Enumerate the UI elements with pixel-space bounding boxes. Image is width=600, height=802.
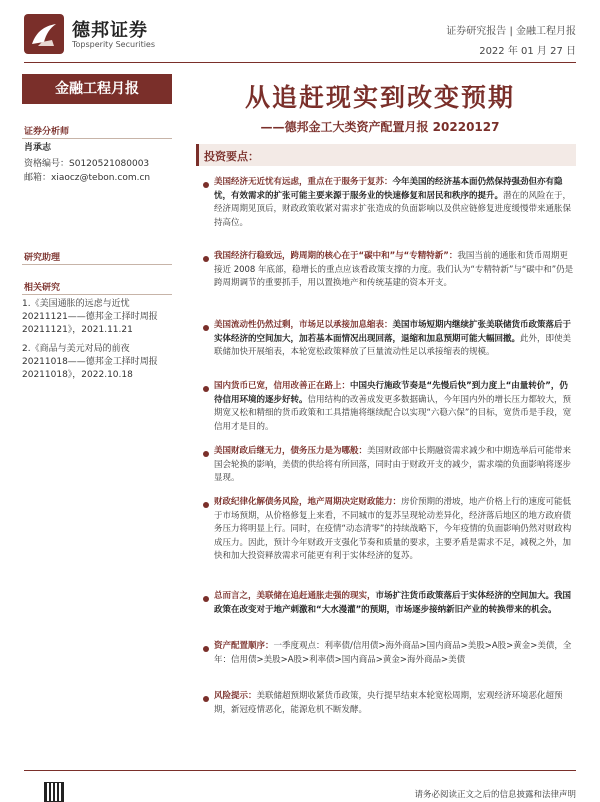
analyst-section-title: 证券分析师 — [24, 127, 70, 137]
bullet-icon — [203, 325, 209, 331]
key-point-paragraph — [214, 640, 576, 667]
analyst-name: 肖承志 — [24, 143, 52, 153]
key-point-heading: 我国经济行稳致远，跨周期的核心在于“碳中和”与“专精特新”： — [214, 251, 458, 261]
report-title: 从追赶现实到改变预期 — [244, 83, 515, 112]
key-point-text: 一季度观点：利率债/信用债>海外商品>国内商品>美股>A股>黄金>美债，全年：信用债>美股>A股>利率债>国内商品>黄金>海外商品>美债 — [214, 641, 572, 665]
key-point-emphasis: 市场扩注货币政策落后于实体经济的空间加大。我国政策在改变对于地产刺激和“大水漫灌”的预期，市场逐步接纳新旧产业的转换带来的机会。 — [214, 591, 572, 615]
related-research-item[interactable]: 2.《商品与美元对局的前夜20211018——德邦金工择时周报20211018》，2022.10.18 — [22, 344, 158, 380]
key-point-paragraph — [214, 690, 576, 717]
key-point-text: 房价预期的滑坡，地产价格上行的速度可能低于市场预期，从价格修复上来看，不同城市的复苏呈现轮动差异化，经济落后地区的地方政府债务压力将明显上行。同时，在疫情“动态清零”的持续战略下，今年疫情的负面影响仍然对财政构成压力。因此，预计今年财政开支强化节奏和质量的要求，主要矛盾是需求不足，减税之外，加快和加大投资释放需求可能更有利于实体经济的复苏。 — [214, 497, 572, 561]
report-category-tag: 金融工程月报 — [22, 74, 172, 104]
header-divider — [24, 62, 576, 63]
key-point-text: 此外，即使美联储加快开展缩表，本轮宽松政策释放了巨量流动性足以承接缩表的规模。 — [214, 333, 572, 357]
bullet-icon — [203, 596, 209, 602]
bullet-icon — [203, 256, 209, 262]
report-date: 2022 年 01 月 27 日 — [479, 46, 576, 57]
key-point-heading: 美国经济无近忧有远虑，重点在于服务于复苏： — [214, 177, 393, 187]
related-research-list — [22, 298, 174, 388]
key-point-paragraph — [214, 445, 576, 486]
key-point-paragraph — [214, 176, 576, 230]
footer-divider — [24, 770, 576, 771]
key-point-emphasis: 今年美国的经济基本面仍然保持强劲但亦有隐忧，有效需求的扩张可能主要来源于服务业的快速修复和居民和秩序的提升。 — [214, 177, 563, 201]
logo-text-en: Topsperity Securities — [72, 40, 156, 49]
research-assistant-title: 研究助理 — [24, 253, 61, 263]
key-point-paragraph — [214, 250, 576, 291]
key-point-text: 美联储超预期收紧货币政策，央行提早结束本轮宽松周期，宏观经济环境恶化超预期，新冠疫情恶化，能源危机不断发酵。 — [214, 691, 563, 715]
divider — [22, 294, 172, 295]
report-subtitle: ——德邦金工大类资产配置月报 20220127 — [260, 120, 500, 134]
key-point-heading: 美国流动性仍然过剩，市场足以承接加息缩表： — [214, 320, 393, 330]
bullet-icon — [203, 502, 209, 508]
key-points-label: 投资要点： — [204, 150, 259, 163]
bullet-icon — [203, 182, 209, 188]
bullet-icon — [203, 646, 209, 652]
key-point-heading: 风险提示： — [214, 691, 257, 701]
key-point-paragraph — [214, 319, 576, 360]
key-point-heading: 总而言之，美联储在追赶通胀走强的现实， — [214, 591, 376, 601]
key-point-paragraph — [214, 380, 576, 434]
key-point-text: 信用结构的改善成发更多数据确认，今年国内外的增长压力都较大，预期宽又松和精细的货币政策和工具措施将继续配合以实现“六稳六保”的目标，宽货币是手段，宽信用才是目的。 — [214, 394, 572, 432]
logo-text-cn: 德邦证券 — [72, 20, 148, 41]
key-point-emphasis: 中国央行施政节奏是“先慢后快”到力度上“由量转价”，仍待信用环境的逐步好转。 — [214, 381, 568, 405]
bullet-icon — [203, 696, 209, 702]
key-point-heading: 资产配置顺序： — [214, 641, 274, 651]
key-point-emphasis: 美国市场短期内继续扩张美联储货币政策落后于实体经济的空间加大，加若基本面情况出现回落，退缩和加息预期可能大幅回撤。 — [214, 320, 572, 344]
divider — [22, 264, 172, 265]
footer-disclaimer: 请务必阅读正文之后的信息披露和法律声明 — [414, 790, 576, 800]
logo-icon — [24, 14, 64, 54]
bullet-icon — [203, 451, 209, 457]
key-point-text: 美国财政部中长期融资需求减少和中期选举后可能带来国会轮换的影响，美债的供给将有所回落，同时由于财政开支的减少，需求端的负面影响将逐步显现。 — [214, 446, 572, 483]
key-point-paragraph — [214, 496, 576, 564]
related-research-title: 相关研究 — [24, 283, 61, 293]
key-point-heading: 财政纪律化解债务风险，地产周期决定财政能力： — [214, 497, 402, 507]
license-number: 资格编号：S0120521080003 — [24, 159, 150, 169]
key-point-text: 潜在的风险在于，经济周期见顶后，财政政策收紧对需求扩张造成的负面影响以及供应链修复进度缓慢带来通胀保持高位。 — [214, 190, 572, 228]
analyst-email[interactable]: 邮箱：xiaocz@tebon.com.cn — [24, 173, 151, 183]
company-logo — [24, 14, 64, 54]
bullet-icon — [203, 386, 209, 392]
related-research-item[interactable]: 1.《美国通胀的远虑与近忧20211121——德邦金工择时周报20211121》，2021.11.21 — [22, 299, 158, 335]
key-point-text: 我国当前的通胀和货币周期更接近 2008 年底部，稳增长的重点应该看政策支撑的力度。我们认为“专精特新”与“碳中和”仍是跨周期调节的重要抓手，用以置换地产和传统基建的资本开支。 — [214, 251, 574, 288]
key-point-heading: 美国财政后继无力，债务压力是为哪般： — [214, 446, 368, 456]
key-point-heading: 国内货币已宽，信用改善正在路上： — [214, 381, 351, 391]
qr-code-icon — [44, 782, 64, 802]
divider — [22, 138, 172, 139]
report-type: 证券研究报告 | 金融工程月报 — [446, 26, 576, 37]
key-point-paragraph — [214, 590, 576, 617]
